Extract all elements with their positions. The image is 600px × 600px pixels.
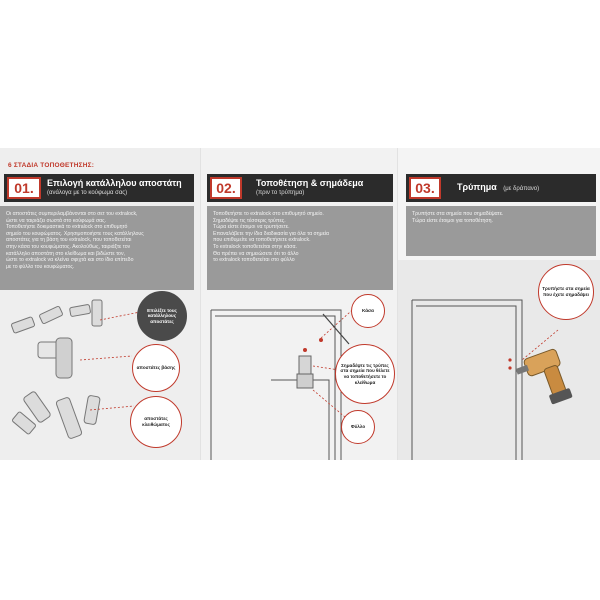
choose-spacers-callout: Επιλέξτε τους κατάλληλους αποστάτες — [137, 291, 187, 341]
step-1-panel — [0, 148, 200, 460]
step-3-text-block — [406, 206, 596, 256]
base-spacers-callout: αποστάτες βάσης — [132, 344, 180, 392]
drill-callout: Τρυπήστε στα σημεία που έχετε σημαδέψει — [538, 264, 594, 320]
step-3-title — [441, 182, 539, 194]
step-2-line: Σημαδέψτε τις τέσσερις τρύπες. — [213, 217, 286, 224]
step-3-subtitle: (με δράπανο) — [503, 186, 540, 192]
step-3-line: Τρυπήστε στα σημεία που σημαδέψατε. — [412, 211, 504, 217]
step-1-line: ώστε να ταιριάζει σωστά στο κούφωμά σας. — [6, 217, 107, 224]
step-1-line: Οι αποστάτες συμπεριλαμβάνονται στο σετ του extralock, — [6, 211, 138, 217]
step-1-line: αποστάτες για τη βάση του extralock, που τοποθετείται — [6, 237, 132, 244]
step-2-title — [242, 178, 363, 198]
step-3-title-text: Τρύπημα — [457, 182, 497, 192]
step-3-header — [406, 174, 596, 202]
instruction-sheet — [0, 148, 600, 460]
step-1-line: με το φύλλο του κουφώματος. — [6, 263, 75, 270]
step-1-text-block — [0, 206, 194, 290]
step-2-line: που επιθυμείτε να τοποθετήσετε extralock. — [213, 237, 311, 244]
step-2-number: 02. — [210, 177, 242, 199]
step-2-line: Το extralock τοποθετείται στην κάσα. — [213, 243, 297, 250]
frame-callout: Κάσα — [351, 294, 385, 328]
step-3-panel — [397, 148, 600, 460]
step-1-title — [41, 178, 182, 198]
step-2-text-block — [207, 206, 393, 290]
lock-spacers-callout: αποστάτες κλειθώματος — [130, 396, 182, 448]
step-2-title-text: Τοποθέτηση & σημάδεμα — [256, 178, 364, 188]
step-2-line: το extralock τοποθετείται στο φύλλο — [213, 257, 295, 264]
step-1-number: 01. — [7, 177, 41, 199]
step-1-subtitle: (ανάλογα με το κούφωμα σας) — [47, 190, 128, 196]
step-1-line: κατάλληλο αποστάτη στο κλείθωμα και βιδώστε τον, — [6, 250, 125, 257]
step-1-line: ώστε το extralock να κλείνει σφιχτά και στο ίδιο επίπεδο — [6, 257, 134, 264]
step-2-line: Επαναλάβετε την ίδια διαδικασία για όλα τα σημεία — [213, 230, 330, 237]
sash-callout: Φύλλο — [341, 410, 375, 444]
step-2-line: Τώρα είστε έτοιμοι να τρυπήσετε. — [213, 224, 290, 231]
step-1-header — [4, 174, 194, 202]
step-1-line: σημείο του κουφώματος. Χρησιμοποιήστε τους κατάλληλους — [6, 230, 144, 237]
step-2-line: Τοποθετήστε το extralock στο επιθυμητό σημείο. — [213, 211, 324, 217]
stages-title: 6 ΣΤΑΔΙΑ ΤΟΠΟΘΕΤΗΣΗΣ: — [8, 162, 95, 169]
step-2-line: Θα πρέπει να σημειώσετε ότι το άλλο — [213, 250, 299, 257]
step-1-line: στην κάσα του κουφώματος. Ακολούθως, ταιριάξτε τον — [6, 243, 131, 250]
step-1-title-text: Επιλογή κατάλληλου αποστάτη — [47, 178, 182, 188]
step-1-line: Τοποθετήστε δοκιμαστικά το extralock στο επιθυμητό — [6, 224, 128, 231]
step-2-header — [207, 174, 393, 202]
step-3-line: Τώρα είστε έτοιμοι για τοποθέτηση. — [412, 217, 493, 224]
step-3-number: 03. — [409, 177, 441, 199]
mark-holes-callout: Σημαδέψτε τις τρύπες στα σημεία που θέλετε να τοποθετήσετε το κλείθωμα — [335, 344, 395, 404]
step-2-panel — [200, 148, 398, 460]
step-2-subtitle: (πριν το τρύπημα) — [256, 190, 305, 196]
